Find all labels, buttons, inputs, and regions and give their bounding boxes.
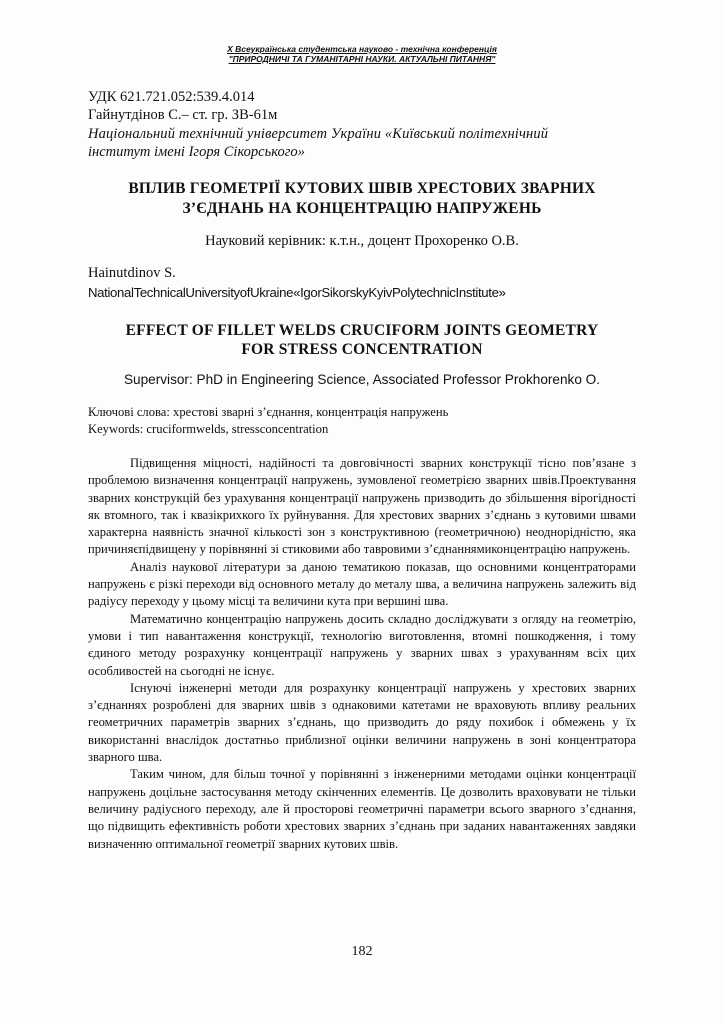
title-en-line-1: EFFECT OF FILLET WELDS CRUCIFORM JOINTS GEOMETRY bbox=[125, 322, 599, 339]
author-ua: Гайнутдінов С.– ст. гр. ЗВ-61м bbox=[88, 107, 278, 123]
affiliation-en: NationalTechnicalUniversityofUkraine«IgorSikorskyKyivPolytechnicInstitute» bbox=[88, 285, 506, 300]
paragraph-4: Існуючі інженерні методи для розрахунку концентрації напружень у хрестових зварних з’єднаннях розроблені для зварних швів з однаковими катетами не враховують впливу реальних геометричних параметрів зварних з’єднань, що призводить до ряду похибок і обмежень у їх використанні внаслідок достатньо приблизної оцінки величини напружень в зоні концентратора зварного шва. bbox=[88, 680, 636, 765]
conference-header-line-1: Х Всеукраїнська студентська науково - технічна конференція bbox=[227, 44, 497, 54]
affiliation-ua-line-1: Національний технічний університет України «Київський політехнічний bbox=[88, 126, 549, 142]
udk-code: УДК 621.721.052:539.4.014 bbox=[88, 89, 255, 105]
body-text bbox=[88, 455, 636, 853]
paragraph-1: Підвищення міцності, надійності та довговічності зварних конструкції тісно пов’язане з проблемою визначення концентрації напружень, зумовленої геометрією зварних швів.Проектування зварних конструкцій без урахування концентрації напружень призводить до збільшення вірогідності як втомного, так і квазікрихкого їх руйнування. Для хрестових зварних з’єднань з кутовими швами характерна наявність значної кількості зон з конструктивною (геометричною) неоднорідністю, яка причиняєпідвищену у порівнянні зі стиковими або тавровими з’єднаннямиконцентрацію напружень. bbox=[88, 456, 636, 557]
keywords-en: Keywords: cruciformwelds, stressconcentration bbox=[88, 422, 329, 436]
paragraph-3: Математично концентрацію напружень досить складно досліджувати з огляду на геометрію, умови і тип навантаження конструкції, технологію виготовлення, втомні пошкодження, і тому єдиного методу розрахунку концентрації напружень у зварних швах з урахуванням всіх цих особливостей на сьогодні не існує. bbox=[88, 611, 636, 678]
paragraph-5: Таким чином, для більш точної у порівнянні з інженерними методами оцінки концентрації напружень доцільне застосування методу скінченних елементів. Це дозволить враховувати не тільки величину радіусного переходу, але й просторові геометричні параметри всього зварного з’єднання, що підвищить ефективність роботи хрестових зварних з’єднань при заданих навантаженнях завдяки визначенню оптимальної геометрії зварних кутових швів. bbox=[88, 767, 636, 851]
title-ua-line-1: ВПЛИВ ГЕОМЕТРІЇ КУТОВИХ ШВІВ ХРЕСТОВИХ ЗВАРНИХ bbox=[128, 180, 596, 197]
paragraph-2: Аналіз наукової літератури за даною тематикою показав, що основними концентраторами напружень є різкі переходи від основного металу до металу шва, а величина напружень залежить від радіусу переходу у цьому місці та величини кута при вершині шва. bbox=[88, 559, 636, 609]
conference-header-line-2: "ПРИРОДНИЧІ ТА ГУМАНІТАРНІ НАУКИ. АКТУАЛЬНІ ПИТАННЯ" bbox=[228, 54, 496, 64]
supervisor-ua: Науковий керівник: к.т.н., доцент Прохоренко О.В. bbox=[205, 233, 519, 249]
page-number: 182 bbox=[351, 944, 373, 959]
title-en-line-2: FOR STRESS CONCENTRATION bbox=[241, 341, 483, 358]
author-en: Hainutdinov S. bbox=[88, 265, 176, 281]
affiliation-ua-line-2: інститут імені Ігоря Сікорського» bbox=[88, 144, 305, 160]
supervisor-en: Supervisor: PhD in Engineering Science, Associated Professor Prokhorenko O. bbox=[123, 372, 601, 387]
keywords-ua: Ключові слова: хрестові зварні з’єднання, концентрація напружень bbox=[88, 405, 449, 419]
title-ua-line-2: З’ЄДНАНЬ НА КОНЦЕНТРАЦІЮ НАПРУЖЕНЬ bbox=[182, 200, 542, 217]
